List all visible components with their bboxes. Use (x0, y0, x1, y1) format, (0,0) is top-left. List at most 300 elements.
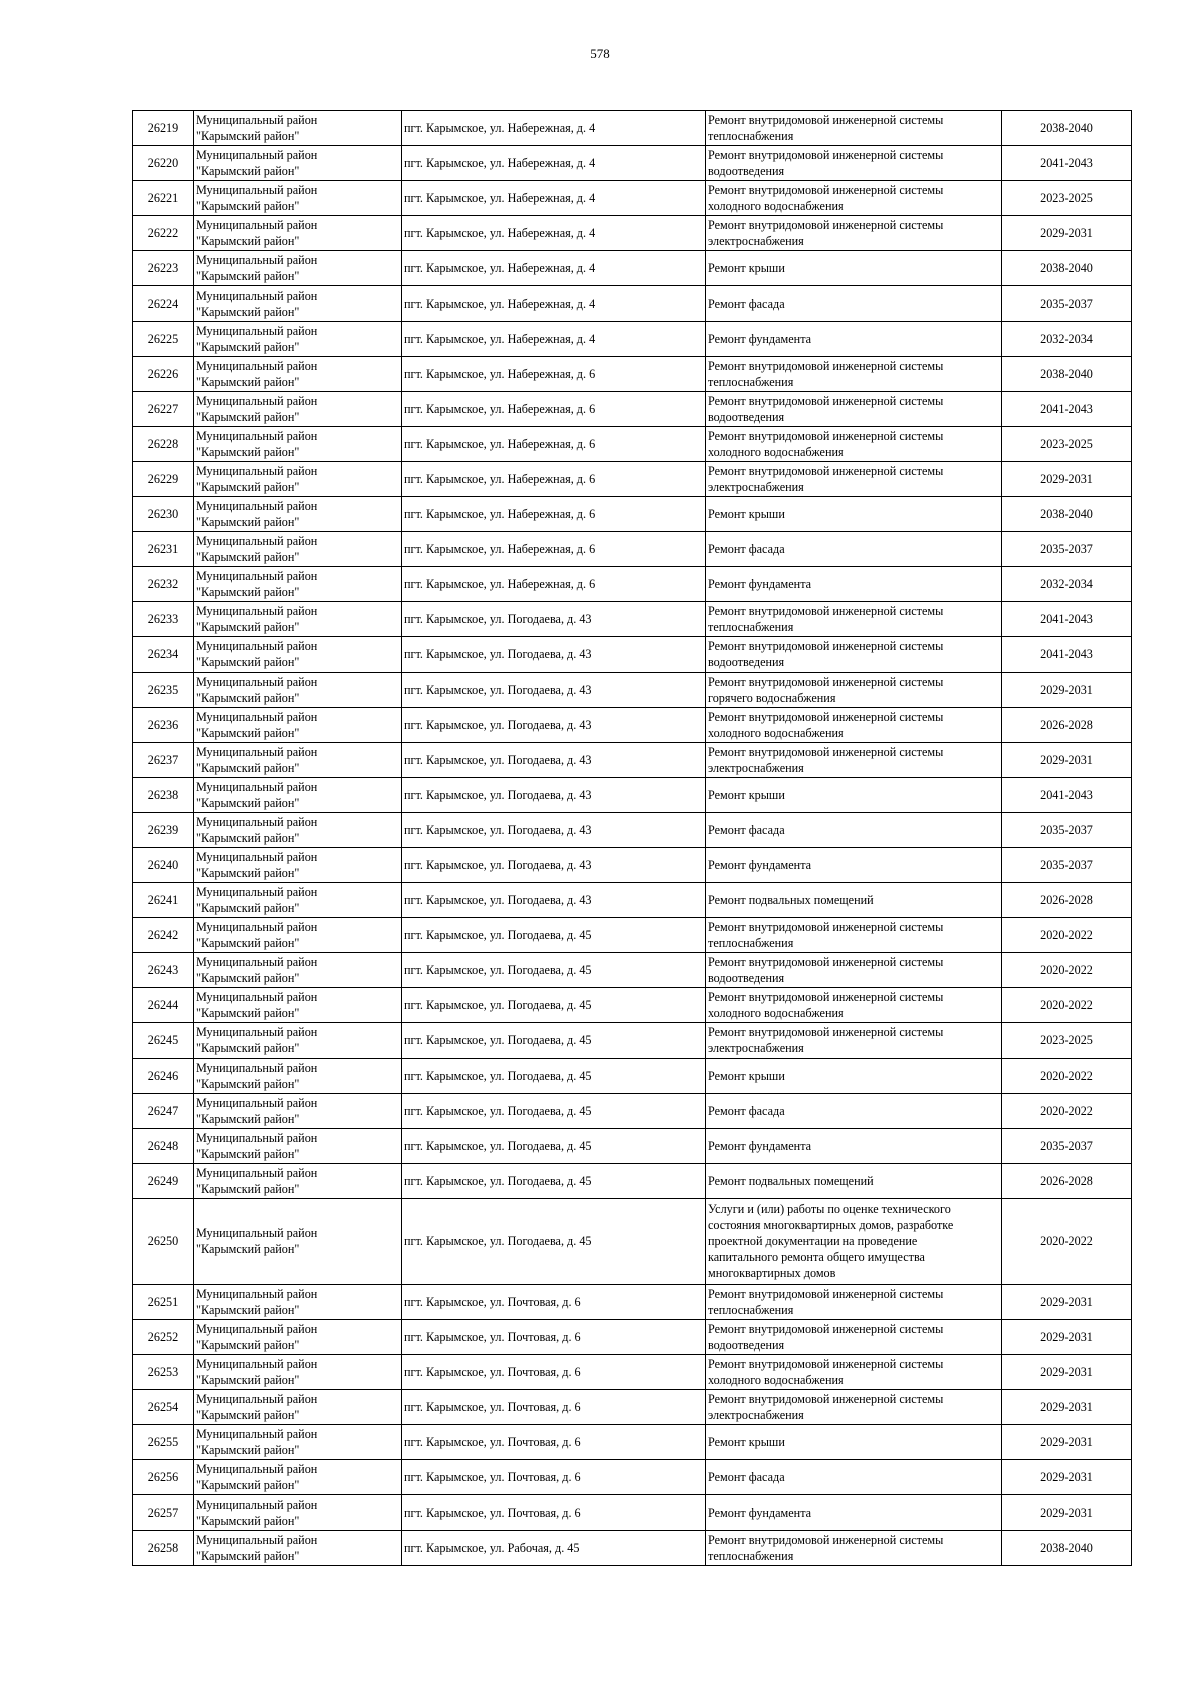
work-type-line: Ремонт внутридомовой инженерной системы (708, 463, 944, 478)
work-type-line: Ремонт подвальных помещений (708, 1173, 874, 1188)
municipality-line: Муниципальный район (196, 499, 318, 514)
municipality-line: "Карымский район" (196, 409, 300, 424)
address-cell: пгт. Карымское, ул. Набережная, д. 4 (402, 111, 706, 146)
address-cell: пгт. Карымское, ул. Набережная, д. 6 (402, 532, 706, 567)
address-cell: пгт. Карымское, ул. Почтовая, д. 6 (402, 1495, 706, 1530)
work-type-cell (706, 111, 1002, 146)
row-number: 26232 (133, 567, 194, 602)
municipality-line: "Карымский район" (196, 444, 300, 459)
period-cell: 2041-2043 (1002, 602, 1132, 637)
work-type-cell (706, 672, 1002, 707)
row-number: 26248 (133, 1128, 194, 1163)
work-type-cell (706, 1425, 1002, 1460)
work-type-cell (706, 847, 1002, 882)
work-type-line: холодного водоснабжения (708, 199, 844, 214)
row-number: 26251 (133, 1284, 194, 1319)
period-cell: 2038-2040 (1002, 111, 1132, 146)
period-cell: 2041-2043 (1002, 637, 1132, 672)
municipality-line: Муниципальный район (196, 1322, 318, 1337)
work-type-line: Ремонт внутридомовой инженерной системы (708, 148, 944, 163)
table-row (133, 181, 1132, 216)
period-cell: 2020-2022 (1002, 953, 1132, 988)
table-row (133, 1390, 1132, 1425)
municipality-line: "Карымский район" (196, 1478, 300, 1493)
row-number: 26247 (133, 1093, 194, 1128)
row-number: 26225 (133, 321, 194, 356)
table-row (133, 1093, 1132, 1128)
municipality-line: Муниципальный район (196, 1357, 318, 1372)
address-cell: пгт. Карымское, ул. Набережная, д. 6 (402, 356, 706, 391)
municipality-cell (194, 1355, 402, 1390)
municipality-cell (194, 883, 402, 918)
table-row (133, 777, 1132, 812)
work-type-line: водоотведения (708, 1338, 785, 1353)
municipality-line: Муниципальный район (196, 1392, 318, 1407)
work-type-line: многоквартирных домов (708, 1266, 836, 1281)
work-type-cell (706, 602, 1002, 637)
municipality-cell (194, 1495, 402, 1530)
work-type-line: Ремонт внутридомовой инженерной системы (708, 709, 944, 724)
address-cell: пгт. Карымское, ул. Почтовая, д. 6 (402, 1460, 706, 1495)
address-cell: пгт. Карымское, ул. Погодаева, д. 43 (402, 847, 706, 882)
row-number: 26228 (133, 426, 194, 461)
municipality-cell (194, 391, 402, 426)
municipality-line: Муниципальный район (196, 534, 318, 549)
table-row (133, 567, 1132, 602)
table-row (133, 953, 1132, 988)
row-number: 26224 (133, 286, 194, 321)
work-type-cell (706, 1058, 1002, 1093)
municipality-line: Муниципальный район (196, 639, 318, 654)
work-type-line: электроснабжения (708, 479, 804, 494)
work-type-cell (706, 1128, 1002, 1163)
municipality-line: Муниципальный район (196, 955, 318, 970)
period-cell: 2038-2040 (1002, 497, 1132, 532)
municipality-line: "Карымский район" (196, 690, 300, 705)
address-cell: пгт. Карымское, ул. Набережная, д. 4 (402, 146, 706, 181)
address-cell: пгт. Карымское, ул. Почтовая, д. 6 (402, 1425, 706, 1460)
municipality-line: "Карымский район" (196, 866, 300, 881)
row-number: 26245 (133, 1023, 194, 1058)
work-type-line: Ремонт подвальных помещений (708, 893, 874, 908)
table-row (133, 216, 1132, 251)
row-number: 26253 (133, 1355, 194, 1390)
work-type-line: Ремонт внутридомовой инженерной системы (708, 1392, 944, 1407)
work-type-cell (706, 1530, 1002, 1565)
municipality-line: Муниципальный район (196, 604, 318, 619)
municipality-cell (194, 953, 402, 988)
municipality-line: Муниципальный район (196, 1130, 318, 1145)
table-row (133, 1163, 1132, 1198)
work-type-line: Ремонт крыши (708, 1435, 785, 1450)
work-type-cell (706, 181, 1002, 216)
work-type-line: теплоснабжения (708, 129, 794, 144)
work-type-line: Ремонт фундамента (708, 858, 812, 873)
address-cell: пгт. Карымское, ул. Почтовая, д. 6 (402, 1284, 706, 1319)
municipality-line: "Карымский район" (196, 269, 300, 284)
municipality-line: "Карымский район" (196, 1302, 300, 1317)
address-cell: пгт. Карымское, ул. Рабочая, д. 45 (402, 1530, 706, 1565)
row-number: 26219 (133, 111, 194, 146)
table-row (133, 146, 1132, 181)
address-cell: пгт. Карымское, ул. Погодаева, д. 43 (402, 883, 706, 918)
period-cell: 2020-2022 (1002, 918, 1132, 953)
table-row (133, 847, 1132, 882)
municipality-cell (194, 1460, 402, 1495)
period-cell: 2026-2028 (1002, 707, 1132, 742)
work-type-line: Ремонт внутридомовой инженерной системы (708, 358, 944, 373)
address-cell: пгт. Карымское, ул. Погодаева, д. 43 (402, 812, 706, 847)
period-cell: 2035-2037 (1002, 286, 1132, 321)
work-type-line: состояния многоквартирных домов, разработке (708, 1218, 954, 1233)
period-cell: 2029-2031 (1002, 1320, 1132, 1355)
work-type-cell (706, 1023, 1002, 1058)
work-type-cell (706, 707, 1002, 742)
municipality-line: "Карымский район" (196, 129, 300, 144)
municipality-line: Муниципальный район (196, 674, 318, 689)
work-type-cell (706, 1320, 1002, 1355)
period-cell: 2020-2022 (1002, 988, 1132, 1023)
municipality-cell (194, 1093, 402, 1128)
municipality-line: "Карымский район" (196, 585, 300, 600)
address-cell: пгт. Карымское, ул. Погодаева, д. 45 (402, 1093, 706, 1128)
municipality-line: "Карымский район" (196, 515, 300, 530)
table-row (133, 461, 1132, 496)
table-row (133, 742, 1132, 777)
period-cell: 2026-2028 (1002, 883, 1132, 918)
work-type-cell (706, 988, 1002, 1023)
municipality-line: "Карымский район" (196, 1076, 300, 1091)
row-number: 26257 (133, 1495, 194, 1530)
work-type-line: водоотведения (708, 971, 785, 986)
work-type-line: холодного водоснабжения (708, 444, 844, 459)
municipality-cell (194, 812, 402, 847)
municipality-line: Муниципальный район (196, 885, 318, 900)
table-row (133, 1460, 1132, 1495)
work-type-line: холодного водоснабжения (708, 725, 844, 740)
work-type-cell (706, 918, 1002, 953)
table-row (133, 988, 1132, 1023)
work-type-cell (706, 1284, 1002, 1319)
municipality-cell (194, 1128, 402, 1163)
municipality-line: Муниципальный район (196, 288, 318, 303)
table-row (133, 1128, 1132, 1163)
municipality-line: Муниципальный район (196, 183, 318, 198)
work-type-line: Ремонт фасада (708, 1103, 785, 1118)
table-row (133, 286, 1132, 321)
municipality-cell (194, 1390, 402, 1425)
municipality-line: "Карымский район" (196, 725, 300, 740)
period-cell: 2029-2031 (1002, 742, 1132, 777)
period-cell: 2023-2025 (1002, 181, 1132, 216)
work-type-line: Ремонт внутридомовой инженерной системы (708, 428, 944, 443)
work-type-line: холодного водоснабжения (708, 1373, 844, 1388)
row-number: 26233 (133, 602, 194, 637)
work-type-line: водоотведения (708, 164, 785, 179)
municipality-line: "Карымский район" (196, 304, 300, 319)
address-cell: пгт. Карымское, ул. Набережная, д. 6 (402, 461, 706, 496)
table-row (133, 1023, 1132, 1058)
table-body (133, 111, 1132, 1566)
repair-schedule-table (132, 110, 1132, 1566)
row-number: 26252 (133, 1320, 194, 1355)
row-number: 26222 (133, 216, 194, 251)
work-type-line: Ремонт крыши (708, 507, 785, 522)
table-row (133, 391, 1132, 426)
address-cell: пгт. Карымское, ул. Набережная, д. 6 (402, 426, 706, 461)
work-type-cell (706, 146, 1002, 181)
municipality-line: Муниципальный район (196, 779, 318, 794)
work-type-line: Ремонт внутридомовой инженерной системы (708, 674, 944, 689)
municipality-line: Муниципальный район (196, 990, 318, 1005)
table-row (133, 1425, 1132, 1460)
table-row (133, 672, 1132, 707)
municipality-cell (194, 1023, 402, 1058)
work-type-cell (706, 883, 1002, 918)
municipality-line: "Карымский район" (196, 479, 300, 494)
work-type-line: теплоснабжения (708, 936, 794, 951)
period-cell: 2029-2031 (1002, 216, 1132, 251)
municipality-cell (194, 847, 402, 882)
work-type-line: теплоснабжения (708, 374, 794, 389)
municipality-cell (194, 1284, 402, 1319)
work-type-cell (706, 426, 1002, 461)
municipality-line: "Карымский район" (196, 1443, 300, 1458)
municipality-line: Муниципальный район (196, 1532, 318, 1547)
work-type-line: Ремонт внутридомовой инженерной системы (708, 604, 944, 619)
work-type-line: Ремонт внутридомовой инженерной системы (708, 113, 944, 128)
row-number: 26236 (133, 707, 194, 742)
address-cell: пгт. Карымское, ул. Погодаева, д. 45 (402, 1198, 706, 1284)
municipality-cell (194, 707, 402, 742)
work-type-line: Ремонт фасада (708, 542, 785, 557)
period-cell: 2029-2031 (1002, 1460, 1132, 1495)
table-row (133, 532, 1132, 567)
municipality-cell (194, 461, 402, 496)
work-type-line: Ремонт внутридомовой инженерной системы (708, 639, 944, 654)
municipality-line: "Карымский район" (196, 1006, 300, 1021)
period-cell: 2032-2034 (1002, 567, 1132, 602)
period-cell: 2029-2031 (1002, 1355, 1132, 1390)
municipality-cell (194, 216, 402, 251)
row-number: 26239 (133, 812, 194, 847)
table-row (133, 602, 1132, 637)
work-type-line: Ремонт внутридомовой инженерной системы (708, 1322, 944, 1337)
work-type-cell (706, 356, 1002, 391)
row-number: 26258 (133, 1530, 194, 1565)
municipality-cell (194, 181, 402, 216)
period-cell: 2032-2034 (1002, 321, 1132, 356)
work-type-line: Ремонт фасада (708, 296, 785, 311)
row-number: 26244 (133, 988, 194, 1023)
municipality-line: "Карымский район" (196, 1111, 300, 1126)
row-number: 26256 (133, 1460, 194, 1495)
period-cell: 2041-2043 (1002, 391, 1132, 426)
table-row (133, 637, 1132, 672)
work-type-line: Услуги и (или) работы по оценке технического (708, 1202, 951, 1217)
work-type-line: электроснабжения (708, 1041, 804, 1056)
work-type-cell (706, 777, 1002, 812)
work-type-line: Ремонт внутридомовой инженерной системы (708, 1532, 944, 1547)
municipality-line: Муниципальный район (196, 744, 318, 759)
work-type-line: Ремонт внутридомовой инженерной системы (708, 1025, 944, 1040)
municipality-line: "Карымский район" (196, 1041, 300, 1056)
row-number: 26237 (133, 742, 194, 777)
municipality-line: "Карымский район" (196, 1373, 300, 1388)
work-type-line: Ремонт внутридомовой инженерной системы (708, 393, 944, 408)
municipality-line: "Карымский район" (196, 1338, 300, 1353)
period-cell: 2026-2028 (1002, 1163, 1132, 1198)
municipality-cell (194, 988, 402, 1023)
period-cell: 2035-2037 (1002, 1128, 1132, 1163)
row-number: 26246 (133, 1058, 194, 1093)
municipality-line: "Карымский район" (196, 164, 300, 179)
municipality-cell (194, 321, 402, 356)
period-cell: 2029-2031 (1002, 1425, 1132, 1460)
address-cell: пгт. Карымское, ул. Погодаева, д. 45 (402, 1128, 706, 1163)
address-cell: пгт. Карымское, ул. Погодаева, д. 45 (402, 1058, 706, 1093)
municipality-cell (194, 1198, 402, 1284)
municipality-line: Муниципальный район (196, 1095, 318, 1110)
municipality-cell (194, 111, 402, 146)
table-row (133, 321, 1132, 356)
municipality-line: Муниципальный район (196, 1226, 318, 1241)
row-number: 26250 (133, 1198, 194, 1284)
municipality-line: Муниципальный район (196, 1025, 318, 1040)
municipality-cell (194, 251, 402, 286)
municipality-cell (194, 672, 402, 707)
municipality-line: Муниципальный район (196, 463, 318, 478)
row-number: 26238 (133, 777, 194, 812)
work-type-cell (706, 1093, 1002, 1128)
municipality-cell (194, 567, 402, 602)
table-row (133, 251, 1132, 286)
work-type-line: Ремонт крыши (708, 787, 785, 802)
row-number: 26223 (133, 251, 194, 286)
table-row (133, 1320, 1132, 1355)
row-number: 26235 (133, 672, 194, 707)
address-cell: пгт. Карымское, ул. Погодаева, д. 45 (402, 1023, 706, 1058)
work-type-cell (706, 1198, 1002, 1284)
address-cell: пгт. Карымское, ул. Набережная, д. 6 (402, 497, 706, 532)
municipality-line: "Карымский район" (196, 830, 300, 845)
municipality-cell (194, 602, 402, 637)
municipality-line: "Карымский район" (196, 234, 300, 249)
municipality-line: "Карымский район" (196, 760, 300, 775)
work-type-cell (706, 637, 1002, 672)
row-number: 26249 (133, 1163, 194, 1198)
address-cell: пгт. Карымское, ул. Набережная, д. 6 (402, 567, 706, 602)
municipality-line: Муниципальный район (196, 323, 318, 338)
municipality-line: "Карымский район" (196, 1548, 300, 1563)
address-cell: пгт. Карымское, ул. Погодаева, д. 43 (402, 672, 706, 707)
address-cell: пгт. Карымское, ул. Набережная, д. 4 (402, 251, 706, 286)
address-cell: пгт. Карымское, ул. Набережная, д. 4 (402, 181, 706, 216)
table-row (133, 426, 1132, 461)
work-type-line: Ремонт внутридомовой инженерной системы (708, 183, 944, 198)
municipality-line: "Карымский район" (196, 199, 300, 214)
municipality-cell (194, 532, 402, 567)
work-type-cell (706, 391, 1002, 426)
municipality-line: "Карымский район" (196, 550, 300, 565)
row-number: 26227 (133, 391, 194, 426)
period-cell: 2035-2037 (1002, 812, 1132, 847)
municipality-line: "Карымский район" (196, 1408, 300, 1423)
address-cell: пгт. Карымское, ул. Погодаева, д. 43 (402, 742, 706, 777)
work-type-cell (706, 1495, 1002, 1530)
period-cell: 2029-2031 (1002, 461, 1132, 496)
municipality-line: Муниципальный район (196, 920, 318, 935)
period-cell: 2035-2037 (1002, 532, 1132, 567)
row-number: 26231 (133, 532, 194, 567)
address-cell: пгт. Карымское, ул. Погодаева, д. 45 (402, 953, 706, 988)
table-row (133, 1495, 1132, 1530)
work-type-line: капитального ремонта общего имущества (708, 1250, 925, 1265)
period-cell: 2020-2022 (1002, 1093, 1132, 1128)
municipality-cell (194, 918, 402, 953)
municipality-line: "Карымский район" (196, 339, 300, 354)
work-type-line: Ремонт внутридомовой инженерной системы (708, 1357, 944, 1372)
municipality-cell (194, 1530, 402, 1565)
work-type-line: теплоснабжения (708, 620, 794, 635)
municipality-line: Муниципальный район (196, 428, 318, 443)
work-type-line: теплоснабжения (708, 1548, 794, 1563)
municipality-line: Муниципальный район (196, 358, 318, 373)
municipality-cell (194, 1425, 402, 1460)
address-cell: пгт. Карымское, ул. Погодаева, д. 43 (402, 707, 706, 742)
municipality-cell (194, 1058, 402, 1093)
municipality-line: "Карымский район" (196, 971, 300, 986)
row-number: 26254 (133, 1390, 194, 1425)
address-cell: пгт. Карымское, ул. Набережная, д. 6 (402, 391, 706, 426)
work-type-line: электроснабжения (708, 234, 804, 249)
municipality-line: "Карымский район" (196, 1513, 300, 1528)
work-type-line: электроснабжения (708, 1408, 804, 1423)
work-type-cell (706, 286, 1002, 321)
address-cell: пгт. Карымское, ул. Почтовая, д. 6 (402, 1320, 706, 1355)
period-cell: 2023-2025 (1002, 1023, 1132, 1058)
work-type-cell (706, 461, 1002, 496)
period-cell: 2038-2040 (1002, 1530, 1132, 1565)
address-cell: пгт. Карымское, ул. Почтовая, д. 6 (402, 1355, 706, 1390)
municipality-cell (194, 286, 402, 321)
work-type-cell (706, 321, 1002, 356)
municipality-line: Муниципальный район (196, 709, 318, 724)
municipality-line: Муниципальный район (196, 1165, 318, 1180)
work-type-cell (706, 1390, 1002, 1425)
municipality-line: "Карымский район" (196, 620, 300, 635)
row-number: 26234 (133, 637, 194, 672)
work-type-line: Ремонт фундамента (708, 1138, 812, 1153)
work-type-line: Ремонт фундамента (708, 577, 812, 592)
row-number: 26242 (133, 918, 194, 953)
work-type-line: Ремонт фундамента (708, 331, 812, 346)
work-type-cell (706, 953, 1002, 988)
row-number: 26226 (133, 356, 194, 391)
work-type-cell (706, 567, 1002, 602)
municipality-cell (194, 1163, 402, 1198)
row-number: 26229 (133, 461, 194, 496)
work-type-cell (706, 532, 1002, 567)
municipality-cell (194, 497, 402, 532)
municipality-line: Муниципальный район (196, 569, 318, 584)
address-cell: пгт. Карымское, ул. Погодаева, д. 43 (402, 637, 706, 672)
municipality-line: Муниципальный район (196, 850, 318, 865)
work-type-line: Ремонт фасада (708, 822, 785, 837)
work-type-line: Ремонт внутридомовой инженерной системы (708, 744, 944, 759)
work-type-line: Ремонт внутридомовой инженерной системы (708, 218, 944, 233)
table-row (133, 356, 1132, 391)
